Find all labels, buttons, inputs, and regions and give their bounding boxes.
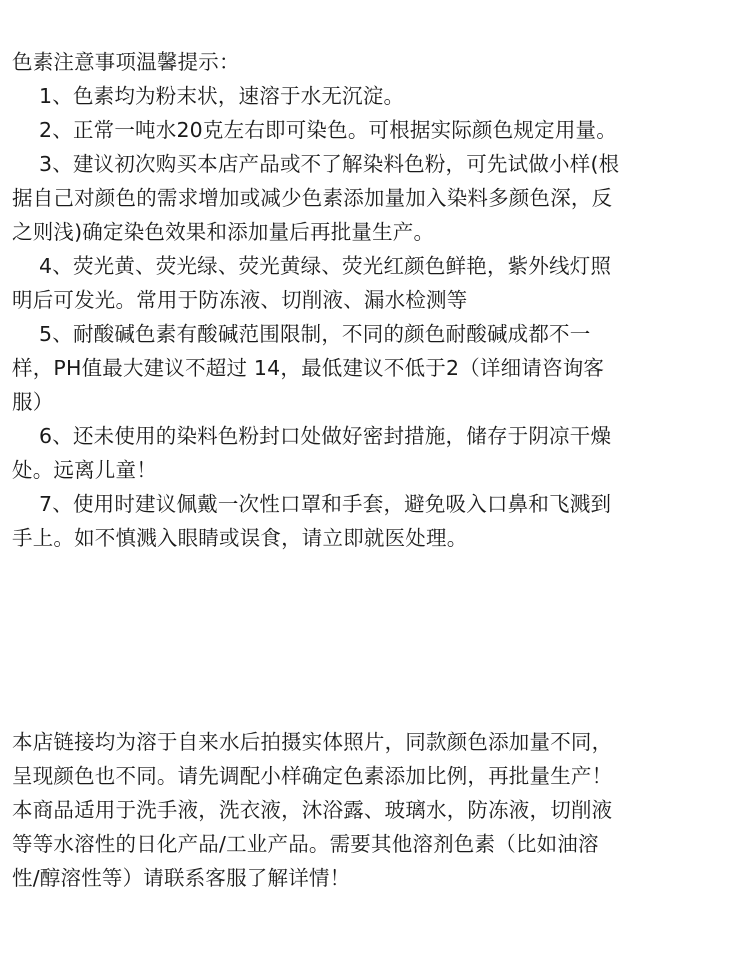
footer-line-2: 呈现颜色也不同。请先调配小样确定色素添加比例，再批量生产！ <box>12 764 613 788</box>
note-5-line-2: 样，PH值最大建议不超过 14，最低建议不低于2（详细请咨询客 <box>12 356 605 380</box>
footer-line-3: 本商品适用于洗手液，洗衣液，沐浴露、玻璃水，防冻液，切削液 <box>12 798 613 822</box>
notes-title: 色素注意事项温馨提示： <box>12 50 240 74</box>
note-2-line-1: 2、正常一吨水20克左右即可染色。可根据实际颜色规定用量。 <box>39 118 617 142</box>
note-5-line-3: 服） <box>12 390 54 414</box>
note-3-line-1: 3、建议初次购买本店产品或不了解染料色粉，可先试做小样(根 <box>39 152 620 176</box>
footer-line-5: 性/醇溶性等）请联系客服了解详情！ <box>12 866 351 890</box>
note-7-line-1: 7、使用时建议佩戴一次性口罩和手套，避免吸入口鼻和飞溅到 <box>39 492 612 516</box>
note-1-line-1: 1、色素均为粉末状，速溶于水无沉淀。 <box>39 84 405 108</box>
note-4-line-1: 4、荧光黄、荧光绿、荧光黄绿、荧光红颜色鲜艳，紫外线灯照 <box>39 254 612 278</box>
note-3-line-3: 之则浅)确定染色效果和添加量后再批量生产。 <box>12 220 435 244</box>
note-7-line-2: 手上。如不慎溅入眼睛或误食，请立即就医处理。 <box>12 526 468 550</box>
note-3-line-2: 据自己对颜色的需求增加或减少色素添加量加入染料多颜色深，反 <box>12 186 613 210</box>
footer-line-4: 等等水溶性的日化产品/工业产品。需要其他溶剂色素（比如油溶 <box>12 832 599 856</box>
note-6-line-1: 6、还未使用的染料色粉封口处做好密封措施，储存于阴凉干燥 <box>39 424 612 448</box>
note-5-line-1: 5、耐酸碱色素有酸碱范围限制，不同的颜色耐酸碱成都不一 <box>39 322 591 346</box>
note-6-line-2: 处。远离儿童！ <box>12 458 157 482</box>
footer-line-1: 本店链接均为溶于自来水后拍摄实体照片，同款颜色添加量不同， <box>12 730 613 754</box>
footer-section <box>12 725 742 895</box>
notes-section <box>12 45 742 555</box>
note-4-line-2: 明后可发光。常用于防冻液、切削液、漏水检测等 <box>12 288 468 312</box>
